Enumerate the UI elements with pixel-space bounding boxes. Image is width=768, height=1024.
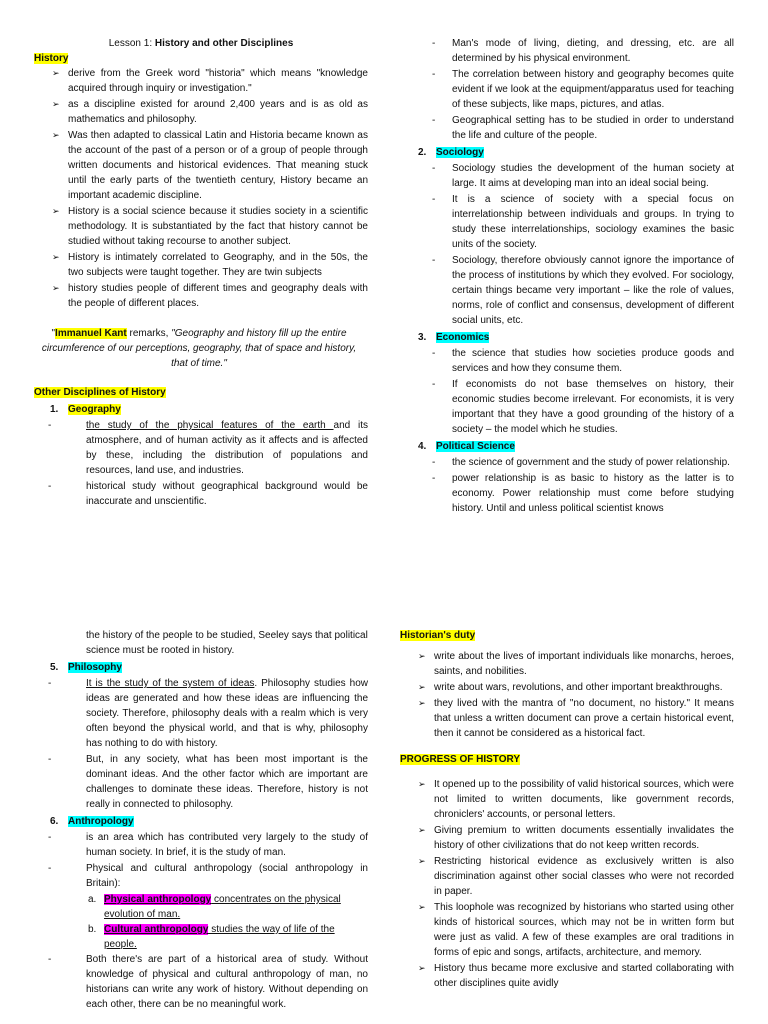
history-item-6: ➢ history studies people of different times and geography deals with the people of different places. (34, 281, 368, 311)
duty-item-3: ➢ they lived with the mantra of "no document, no history." It means that unless a written document can prove a certain historical event, then it cannot be considered as a historical fact. (400, 696, 734, 741)
political-science-heading: Political Science (436, 441, 515, 452)
philosophy-item-1 (34, 676, 368, 751)
philosophy-number: 5. (50, 662, 59, 673)
philosophy-item-1-underlined: It is the study of the system of ideas (86, 678, 255, 689)
progress-item-4: ➢ This loophole was recognized by historians who started using other kinds of historical sources, which may not be in written form but were just as valid. A few of these examples are oral traditions in forms of epic and songs, artifacts, architecture, and memory. (400, 900, 734, 960)
sociology-heading-row (418, 145, 734, 160)
other-disciplines-heading: Other Disciplines of History (34, 387, 166, 398)
progress-item-2: ➢ Giving premium to written documents essentially invalidates the history of other civilizations that do not keep written records. (400, 823, 734, 853)
anthropology-sub-b-label: b. (88, 924, 97, 935)
political-science-continued: the history of the people to be studied, Seeley says that political science must be rooted in history. (86, 630, 368, 656)
geography-cont-item-2: - The correlation between history and geography becomes quite evident if we look at the equipment/apparatus used for teaching of these subjects, like maps, pictures, and atlas. (418, 67, 734, 112)
economics-number: 3. (418, 332, 427, 343)
philosophy-heading: Philosophy (68, 662, 122, 673)
sociology-heading: Sociology (436, 147, 484, 158)
kant-remark: remarks, (126, 328, 172, 339)
economics-heading: Economics (436, 332, 490, 343)
anthropology-sub-b-rest: studies the way of life of the people. (104, 924, 335, 950)
anthropology-heading: Anthropology (68, 816, 134, 827)
physical-anthropology-term: Physical anthropology (104, 894, 212, 905)
history-item-2: ➢ as a discipline existed for around 2,400 years and is as old as mathematics and philosophy. (34, 97, 368, 127)
lesson-title-prefix: Lesson 1: (108, 38, 155, 49)
kant-quote: "Geography and history fill up the entire circumference of our perceptions, geography, that of space and history, that of time." (41, 328, 357, 369)
page1-right-column (418, 36, 734, 517)
economics-heading-row (418, 330, 734, 345)
economics-item-1: - the science that studies how societies produce goods and services and how they consume them. (418, 346, 734, 376)
geography-item-1-rest: and its atmosphere, and of human activity as it affects and is affected by these, including the distribution of populations and resources, land use, and industries. (86, 420, 368, 476)
history-item-1: ➢ derive from the Greek word "historia" which means "knowledge acquired through inquiry or investigation." (34, 66, 368, 96)
anthropology-item-3: - Both there's are part of a historical area of study. Without knowledge of physical and cultural anthropology of man, no historians can write any work of history. Without depending on each other, there can be no meaningful work. (34, 952, 368, 1012)
kant-quote-block (34, 326, 368, 371)
history-item-3: ➢ Was then adapted to classical Latin and Historia became known as the account of the past of a person or of a group of people through written documents and historical evidences. That meaning stuck until the early parts of the twentieth century, History became an important academic discipline. (34, 128, 368, 203)
history-heading: History (34, 53, 69, 64)
geography-cont-item-1: - Man's mode of living, dieting, and dressing, etc. are all determined by his physical environment. (418, 36, 734, 66)
anthropology-sub-a-rest: concentrates on the physical evolution of man. (104, 894, 341, 920)
geography-item-1-underlined: the study of the physical features of the earth (86, 420, 334, 431)
history-item-5: ➢ History is intimately correlated to Geography, and in the 50s, the two subjects were taught together. They are twin subjects (34, 250, 368, 280)
page1-left-column (34, 36, 368, 510)
progress-item-3: ➢ Restricting historical evidence as exclusively written is also discrimination against other social classes who were not recorded in paper. (400, 854, 734, 899)
sociology-item-1: - Sociology studies the development of the human society at large. It aims at developing man into an ideal social being. (418, 161, 734, 191)
progress-of-history-heading: PROGRESS OF HISTORY (400, 754, 521, 765)
cultural-anthropology-term: Cultural anthropology (104, 924, 209, 935)
historians-duty-heading: Historian's duty (400, 630, 476, 641)
economics-item-2: - If economists do not base themselves on history, their economic studies become irrelevant. For economists, it is very important that they have a good grounding of the history of a society – the model which he studies. (418, 377, 734, 437)
lesson-title-main: History and other Disciplines (154, 38, 294, 49)
geography-heading-row (34, 402, 368, 417)
duty-item-1: ➢ write about the lives of important individuals like monarchs, heroes, saints, and nobilities. (400, 649, 734, 679)
anthropology-sub-b (34, 922, 368, 952)
page2-right-column (400, 628, 734, 1024)
kant-name: Immanuel Kant (55, 328, 127, 339)
history-item-4: ➢ History is a social science because it studies society in a scientific methodology. It is substantiated by the fact that history cannot be studied without taking recourse to another subject. (34, 204, 368, 249)
sociology-item-2: - It is a science of society with a special focus on interrelationship between individuals and groups. In trying to study these interrelationships, sociology examines the basic units of the society. (418, 192, 734, 252)
page2-left-column (34, 628, 368, 1013)
political-science-item-2: - power relationship is as basic to history as the latter is to economy. Power relationship must come before studying history. Until and unless political scientist knows (418, 471, 734, 516)
lesson-title (34, 36, 368, 51)
philosophy-heading-row (34, 660, 368, 675)
sociology-item-3: - Sociology, therefore obviously cannot ignore the importance of the process of institutions by which they evolved. For sociology, certain things became very important – like the role of values, norms, role of conflict and consensus, development of different social units, etc. (418, 253, 734, 328)
geography-heading: Geography (68, 404, 121, 415)
geography-cont-item-3: - Geographical setting has to be studied in order to understand the life and culture of the people. (418, 113, 734, 143)
duty-item-2: ➢ write about wars, revolutions, and other important breakthroughs. (400, 680, 734, 695)
anthropology-number: 6. (50, 816, 59, 827)
geography-item-1 (34, 418, 368, 478)
geography-item-2: - historical study without geographical background would be inaccurate and unscientific. (34, 479, 368, 509)
sociology-number: 2. (418, 147, 427, 158)
political-science-item-1: - the science of government and the study of power relationship. (418, 455, 734, 470)
anthropology-item-1: - is an area which has contributed very largely to the study of human society. In brief, it is the study of man. (34, 830, 368, 860)
philosophy-item-2: - But, in any society, what has been most important is the dominant ideas. And the other factor which are important are challenges to dominate these ideas. Therefore, history is not really in connected to philosophy. (34, 752, 368, 812)
anthropology-sub-a (34, 892, 368, 922)
philosophy-item-1-rest: . Philosophy studies how ideas are generated and how these ideas are influencing the society. Therefore, philosophy deals with a realm which is very often beyond the physical world, and that is why, philosophy has nothing to do with history. (86, 678, 368, 749)
political-science-heading-row (418, 439, 734, 454)
anthropology-heading-row (34, 814, 368, 829)
anthropology-item-2: - Physical and cultural anthropology (social anthropology in Britain): (34, 861, 368, 891)
anthropology-sub-a-label: a. (88, 894, 97, 905)
progress-item-5: ➢ History thus became more exclusive and started collaborating with other disciplines quite avidly (400, 961, 734, 991)
political-science-number: 4. (418, 441, 427, 452)
progress-item-1: ➢ It opened up to the possibility of valid historical sources, which were not limited to written documents, like government records, chroniclers' accounts, or personal letters. (400, 777, 734, 822)
geography-number: 1. (50, 404, 59, 415)
kant-open-mark: " (51, 328, 56, 339)
